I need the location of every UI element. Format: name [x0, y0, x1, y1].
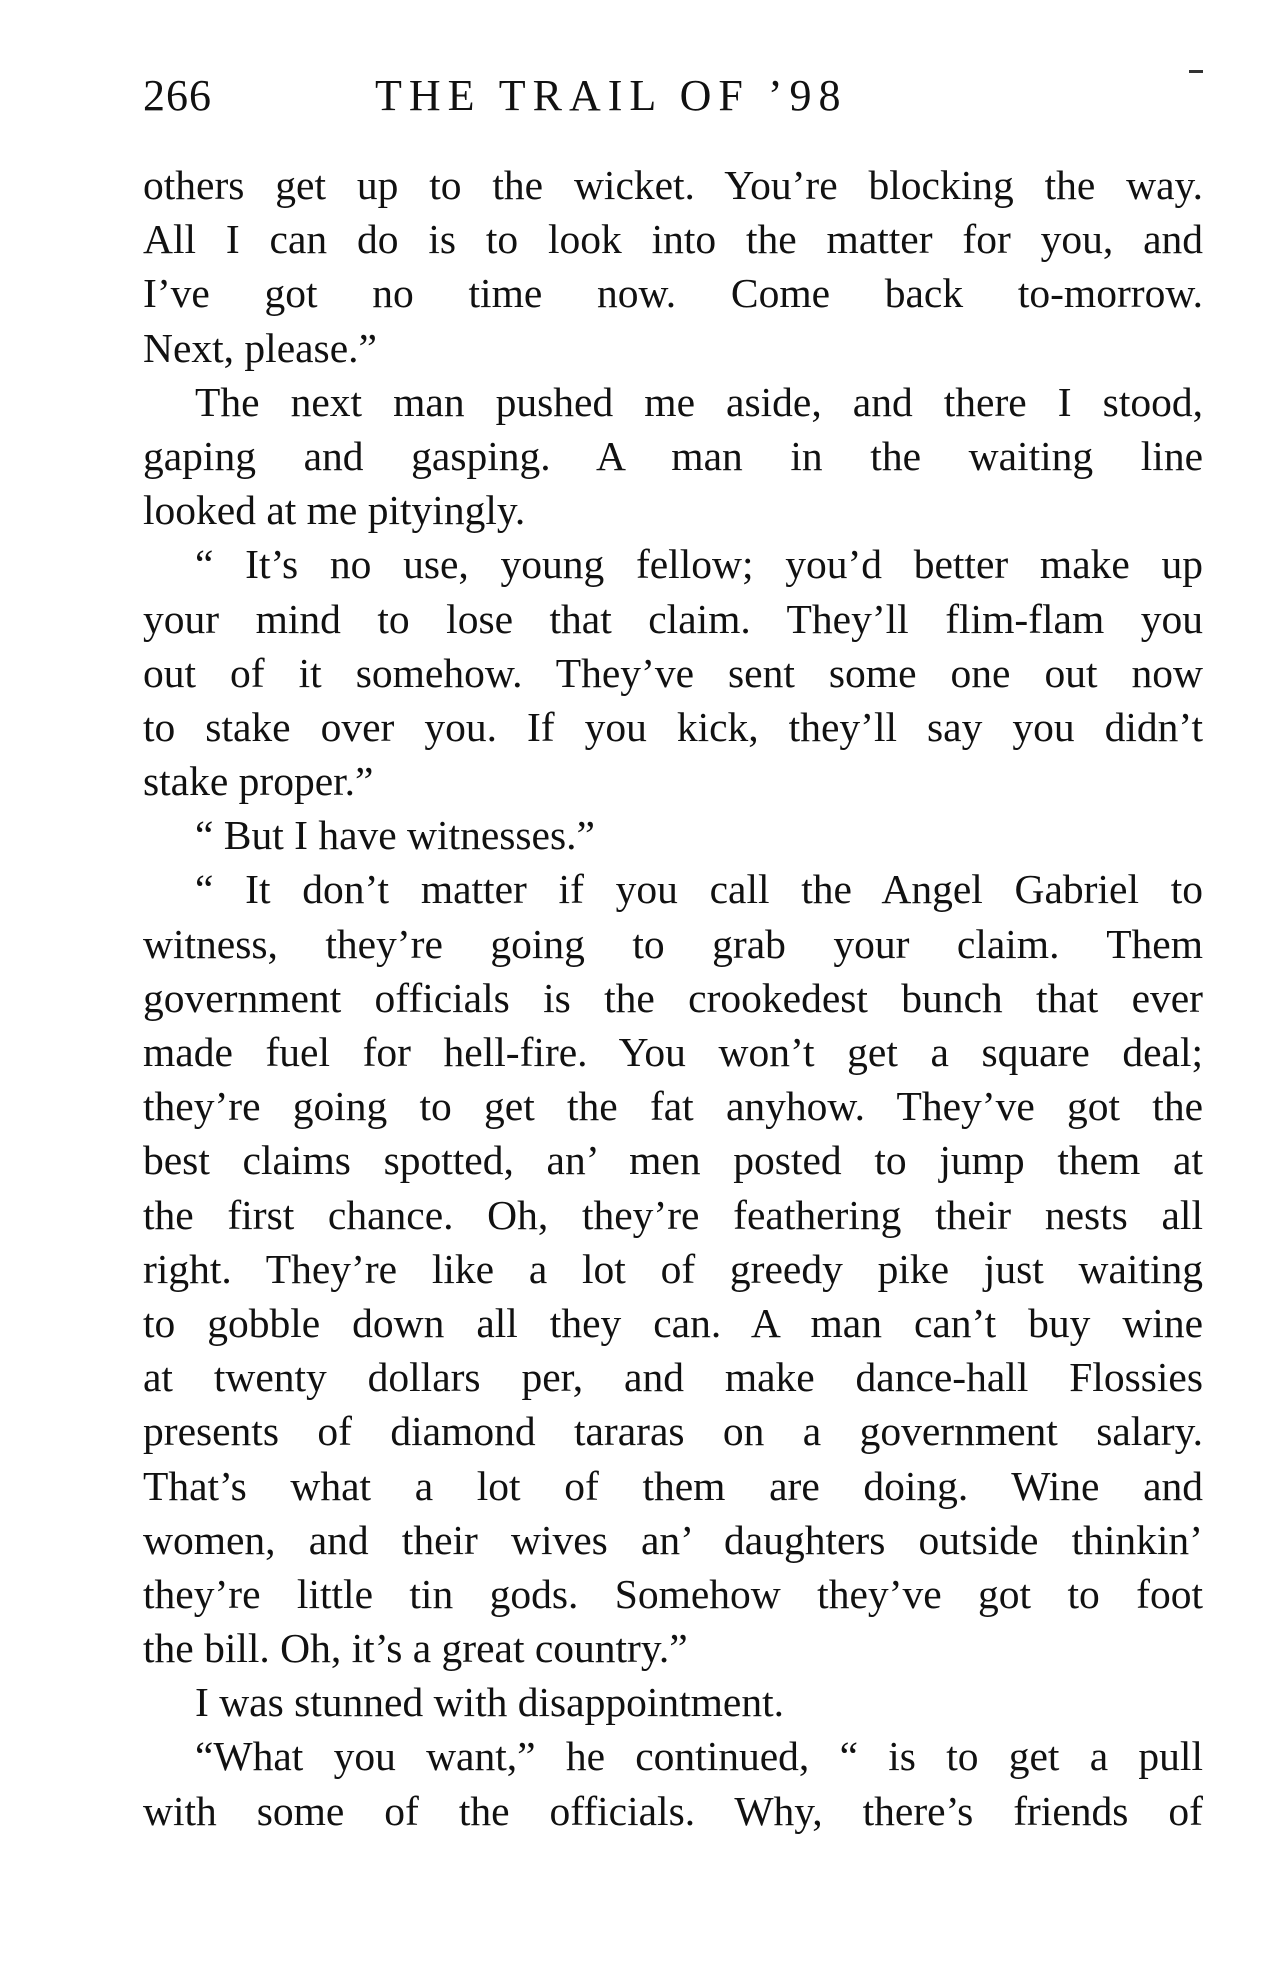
corner-mark [1189, 70, 1203, 73]
text-line: to stake over you. If you kick, they’ll say you didn’t [143, 703, 1203, 750]
text-line: out of it somehow. They’ve sent some one out now [143, 649, 1203, 696]
text-line: “What you want,” he continued, “ is to get a pull [195, 1733, 1203, 1780]
text-line: government officials is the crookedest bunch that ever [143, 974, 1203, 1021]
text-line: “ But I have witnesses.” [195, 812, 595, 859]
text-line: presents of diamond tararas on a government salary. [143, 1408, 1203, 1455]
text-line: best claims spotted, an’ men posted to jump them at [143, 1137, 1203, 1184]
text-line: The next man pushed me aside, and there I stood, [195, 378, 1203, 425]
text-line: the first chance. Oh, they’re feathering their nests all [143, 1191, 1203, 1238]
text-line: That’s what a lot of them are doing. Wine and [143, 1462, 1203, 1509]
text-line: looked at me pityingly. [143, 487, 526, 534]
text-line: gaping and gasping. A man in the waiting line [143, 432, 1203, 479]
text-line: Next, please.” [143, 324, 377, 371]
body-text [143, 158, 1203, 1838]
text-line: stake proper.” [143, 758, 374, 805]
page-number: 266 [143, 71, 212, 120]
text-line: All I can do is to look into the matter for you, and [143, 216, 1203, 263]
page-header [143, 70, 1203, 130]
running-title: THE TRAIL OF ’98 [375, 71, 848, 120]
text-line: at twenty dollars per, and make dance-hall Flossies [143, 1354, 1203, 1401]
text-line: witness, they’re going to grab your claim. Them [143, 920, 1203, 967]
text-line: they’re going to get the fat anyhow. They’ve got the [143, 1083, 1203, 1130]
text-line: the bill. Oh, it’s a great country.” [143, 1625, 688, 1672]
text-line: with some of the officials. Why, there’s friends of [143, 1787, 1203, 1834]
text-line: “ It don’t matter if you call the Angel Gabriel to [195, 866, 1203, 913]
text-line: “ It’s no use, young fellow; you’d better make up [195, 541, 1203, 588]
text-line: they’re little tin gods. Somehow they’ve got to foot [143, 1570, 1203, 1617]
text-line: your mind to lose that claim. They’ll flim-flam you [143, 595, 1203, 642]
text-line: made fuel for hell-fire. You won’t get a square deal; [143, 1029, 1203, 1075]
text-line: right. They’re like a lot of greedy pike just waiting [143, 1245, 1203, 1292]
text-line: I was stunned with disappointment. [195, 1679, 785, 1726]
text-line: women, and their wives an’ daughters outside thinkin’ [143, 1516, 1203, 1563]
text-line: to gobble down all they can. A man can’t buy wine [143, 1299, 1203, 1346]
text-line: others get up to the wicket. You’re blocking the way. [143, 162, 1203, 208]
text-line: I’ve got no time now. Come back to-morrow. [143, 270, 1203, 317]
